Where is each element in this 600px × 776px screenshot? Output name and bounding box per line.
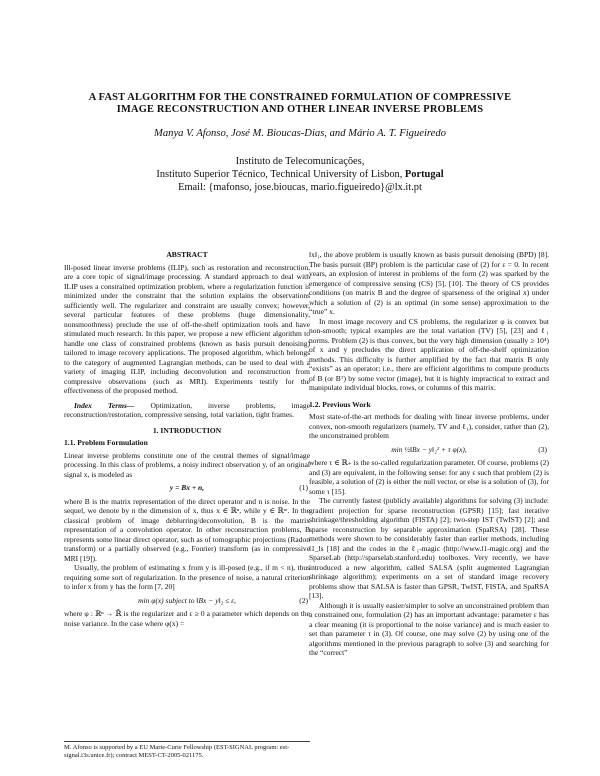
paragraph-algorithms: The currently fastest (publicly available) algorithms for solving (3) include: gradient projection for sparse reconstruction (GPSR) [15]; fast iterative shrinkage/thresholding algorithm (FISTA) [2]; two-step IST (TwIST) [2]; and sparse reconstruction by separable approximation (SpaRSA) [28]. These methods were shown to be considerably faster than earlier methods, including l1_ls [18] and the codes in the ℓ₁-magic (http://www.l1-magic.org) and the SparseLab (http://sparselab.stanford.edu) toolboxes. Very recently, we have introduced a new algorithm, called SALSA (split augmented Lagrangian shrinkage algorithm); experiments on a set of standard image recovery problems show that SALSA is faster than GPSR, TwIST, FISTA, and SpaRSA [13]. bbox=[309, 496, 549, 600]
paragraph-formulation: Linear inverse problems constitute one of the central themes of signal/image processing. In this class of problems, a noisy indirect observation y, of an original signal x, is modeled as bbox=[64, 450, 310, 479]
affiliation-line-1: Instituto de Telecomunicações, bbox=[235, 156, 365, 167]
paragraph-after-eq3: where τ ∈ ℝ₊ is the so-called regularization parameter. Of course, problems (2) and (3) are equivalent, in the following sense: for any ε such that problem (2) is feasible, a solution of (2) is either the null vector, or else is a solution of (3), for some τ [15]. bbox=[309, 458, 549, 496]
affiliation bbox=[40, 155, 560, 194]
equation-2-number: (2) bbox=[299, 595, 308, 605]
equation-3 bbox=[309, 445, 549, 455]
equation-1-body: y = Bx + n, bbox=[169, 483, 205, 492]
affiliation-institute: Instituto Superior Técnico, Technical University of Lisbon, bbox=[156, 169, 405, 180]
paragraph-bpd: ‖x‖₁, the above problem is usually known as basis pursuit denoising (BPD) [8]. The basis pursuit (BP) problem is the particular case of (2) for ε = 0. In recent years, an explosion of interest in problems of the form (2) was sparked by the emergence of compressive sensing (CS) [5], [10]. The theory of CS provides conditions (on matrix B and the degree of sparseness of the original x) under which a solution of (2) is an optimal (in some sense) approximation to the “true” x. bbox=[309, 250, 549, 316]
paragraph-usually: Usually, the problem of estimating x from y is ill-posed (e.g., if m < n), thus requiring some sort of regularization. In the presence of noise, a natural criterion to infer x from y has the form [7, 20] bbox=[64, 563, 310, 591]
paragraph-although: Although it is usually easier/simpler to solve an unconstrained problem than a constrained one, formulation (2) has an important advantage: parameter ε has a clear meaning (it is proportional to the noise variance) and is much easier to set than parameter τ in (3). Of course, one may solve (2) by using one of the algorithms mentioned in the previous paragraph to solve (3) and searching for the “correct” bbox=[309, 600, 549, 657]
affiliation-line-2 bbox=[40, 168, 560, 181]
index-terms-label: Index Terms— bbox=[74, 400, 135, 410]
paragraph-regularizer: In most image recovery and CS problems, the regularizer φ is convex but non-smooth; typical examples are the total variation (TV) [5], [23] and ℓ₁ norms. Problem (2) is thus convex, but the very high dimension (usually ≥ 10⁴) of x and y precludes the direct application of off-the-shelf optimization methods. This difficulty is further amplified by the fact that matrix B only “exists” as an operator; i.e., there are efficient algorithms to compute products of B (or Bᵀ) by some vector (image), but it is highly impractical to extract and manipulate individual blocks, rows, or columns of this matrix. bbox=[309, 316, 549, 392]
right-column bbox=[309, 250, 549, 658]
equation-1 bbox=[64, 483, 310, 493]
paragraph-after-eq2: where φ : ℝⁿ → ℝ̄ is the regularizer and ε ≥ 0 a parameter which depends on the noise variance. In the case where φ(x) = bbox=[64, 609, 310, 628]
arxiv-stamp bbox=[4, 210, 34, 540]
subsection-problem-formulation: 1.1. Problem Formulation bbox=[64, 438, 148, 447]
abstract-heading: ABSTRACT bbox=[166, 250, 208, 259]
paper-title bbox=[40, 92, 560, 116]
arxiv-stamp-graphic bbox=[4, 210, 34, 540]
title-line-1: A FAST ALGORITHM FOR THE CONSTRAINED FORMULATION OF COMPRESSIVE bbox=[88, 92, 512, 103]
equation-2 bbox=[64, 596, 310, 606]
left-column bbox=[64, 250, 310, 628]
authors: Manya V. Afonso, José M. Bioucas-Dias, and Mário A. T. Figueiredo bbox=[154, 128, 446, 139]
paragraph-previous-work: Most state-of-the-art methods for dealing with linear inverse problems, under convex, non-smooth regularizers (namely, TV and ℓ₁), consider, rather than (2), the unconstrained problem bbox=[309, 412, 549, 440]
equation-2-body: min φ(x) subject to ‖Bx − y‖₂ ≤ ε, bbox=[138, 595, 236, 605]
equation-3-body: min ½‖Bx − y‖₂² + τ φ(x), bbox=[391, 444, 467, 454]
section-introduction: 1. INTRODUCTION bbox=[152, 425, 222, 435]
equation-1-number: (1) bbox=[299, 483, 308, 492]
index-terms-text: Optimization, inverse problems, image reconstruction/restoration, compressive sensing, total variation, tight frames. bbox=[64, 400, 310, 419]
email-line: Email: {mafonso, jose.bioucas, mario.figueiredo}@lx.it.pt bbox=[178, 182, 422, 193]
subsection-previous-work: 1.2. Previous Work bbox=[309, 399, 371, 409]
abstract-text: Ill-posed linear inverse problems (ILIP), such as restoration and reconstruction, are a core topic of signal/image processing. A standard approach to deal with ILIP uses a constrained optimization problem, where a regularization function is minimized under the constraint that the solution explains the observations sufficiently well. The regularizer and constraint are usually convex; however, several particular features of these problems (huge dimensionality, nonsmoothness) preclude the use of off-the-shelf optimization tools and have stimulated much research. In this paper, we propose a new efficient algorithm to handle one class of constrained problems (known as basis pursuit denoising) tailored to image recovery applications. The proposed algorithm, which belongs to the category of augmented Lagrangian methods, can be used to deal with a variety of imaging ILIP, including deconvolution and reconstruction from compressive observations (such as MRI). Experiments testify for the effectiveness of the proposed method. bbox=[64, 262, 310, 395]
title-line-2: IMAGE RECONSTRUCTION AND OTHER LINEAR INVERSE PROBLEMS bbox=[116, 104, 484, 115]
paragraph-after-eq1: where B is the matrix representation of the direct operator and n is noise. In the sequel, we denote by n the dimension of x, thus x ∈ ℝⁿ, while y ∈ ℝᵐ. In the classical problem of image deblurring/deconvolution, B is the matrix representation of a convolution operator. In other reconstruction problems, B represents some linear direct operator, such as of tomographic projections (Radon transform) or a partially observed (e.g., Fourier) transform (as in compressive MRI [19]). bbox=[64, 496, 310, 563]
index-terms bbox=[64, 401, 310, 420]
affiliation-country: Portugal bbox=[404, 169, 444, 180]
equation-3-number: (3) bbox=[538, 444, 547, 454]
footnote: M. Afonso is supported by a EU Marie-Curie Fellowship (EST-SIGNAL program: est-signal.i3s.unice.fr); contract MEST-CT-2005-021175. bbox=[64, 741, 310, 760]
